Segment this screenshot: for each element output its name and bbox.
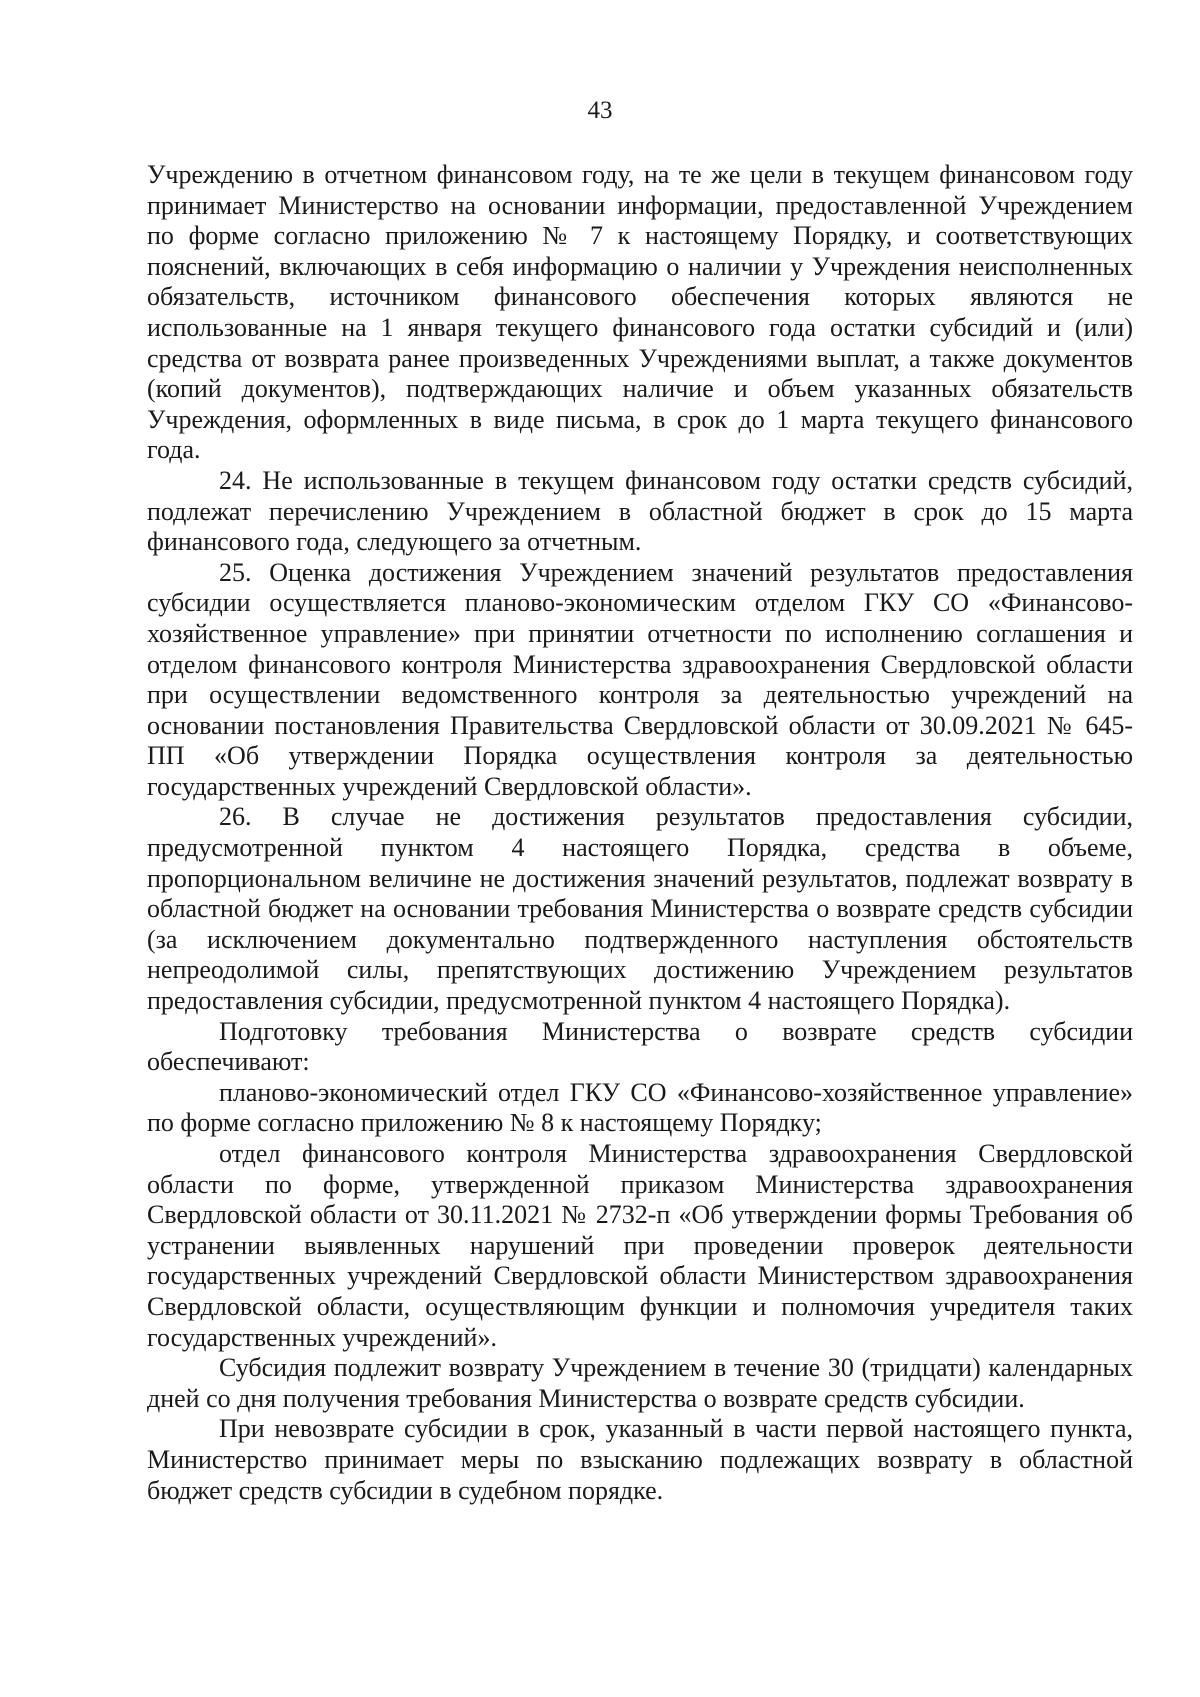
paragraph-continuation: Учреждению в отчетном финансовом году, на те же цели в текущем финансовом году принимает Министерство на основании информации, предоставленной Учреждением по форме согласно приложению № 7 к настоящему Порядку, и соответствующих пояснений, включающих в себя информацию о наличии у Учреждения неисполненных обязательств, источником финансового обеспечения которых являются не использованные на 1 января текущего финансового года остатки субсидий и (или) средства от возврата ранее произведенных Учреждениями выплат, а также документов (копий документов), подтверждающих наличие и объем указанных обязательств Учреждения, оформленных в виде письма, в срок до 1 марта текущего финансового года.	[147, 160, 1133, 465]
page-number: 43	[587, 97, 613, 124]
paragraph-preparation: Подготовку требования Министерства о возврате средств субсидии обеспечивают:	[147, 1016, 1133, 1077]
paragraph-item-26: 26. В случае не достижения результатов предоставления субсидии, предусмотренной пунктом 4 настоящего Порядка, средства в объеме, пропорциональном величине не достижения значений результатов, подлежат возврату в областной бюджет на основании требования Министерства о возврате средств субсидии (за исключением документально подтвержденного наступления обстоятельств непреодолимой силы, препятствующих достижению Учреждением результатов предоставления субсидии, предусмотренной пунктом 4 настоящего Порядка).	[147, 802, 1133, 1016]
paragraph-return-term: Субсидия подлежит возврату Учреждением в течение 30 (тридцати) календарных дней со дня получения требования Министерства о возврате средств субсидии.	[147, 1353, 1133, 1413]
paragraph-item-25: 25. Оценка достижения Учреждением значений результатов предоставления субсидии осуществляется планово-экономическим отделом ГКУ СО «Финансово-хозяйственное управление» при принятии отчетности по исполнению соглашения и отделом финансового контроля Министерства здравоохранения Свердловской области при осуществлении ведомственного контроля за деятельностью учреждений на основании постановления Правительства Свердловской области от 30.09.2021 № 645-ПП «Об утверждении Порядка осуществления контроля за деятельностью государственных учреждений Свердловской области».	[147, 557, 1133, 801]
paragraph-planning-department: планово-экономический отдел ГКУ СО «Финансово-хозяйственное управление» по форме согласно приложению № 8 к настоящему Порядку;	[147, 1077, 1133, 1138]
document-body	[147, 160, 1133, 1506]
paragraph-non-return: При невозврате субсидии в срок, указанный в части первой настоящего пункта, Министерство принимает меры по взысканию подлежащих возврату в областной бюджет средств субсидии в судебном порядке.	[147, 1414, 1133, 1505]
paragraph-item-24: 24. Не использованные в текущем финансовом году остатки средств субсидий, подлежат перечислению Учреждением в областной бюджет в срок до 15 марта финансового года, следующего за отчетным.	[147, 465, 1133, 557]
paragraph-control-department: отдел финансового контроля Министерства здравоохранения Свердловской области по форме, утвержденной приказом Министерства здравоохранения Свердловской области от 30.11.2021 № 2732-п «Об утверждении формы Требования об устранении выявленных нарушений при проведении проверок деятельности государственных учреждений Свердловской области Министерством здравоохранения Свердловской области, осуществляющим функции и полномочия учредителя таких государственных учреждений».	[147, 1139, 1133, 1352]
